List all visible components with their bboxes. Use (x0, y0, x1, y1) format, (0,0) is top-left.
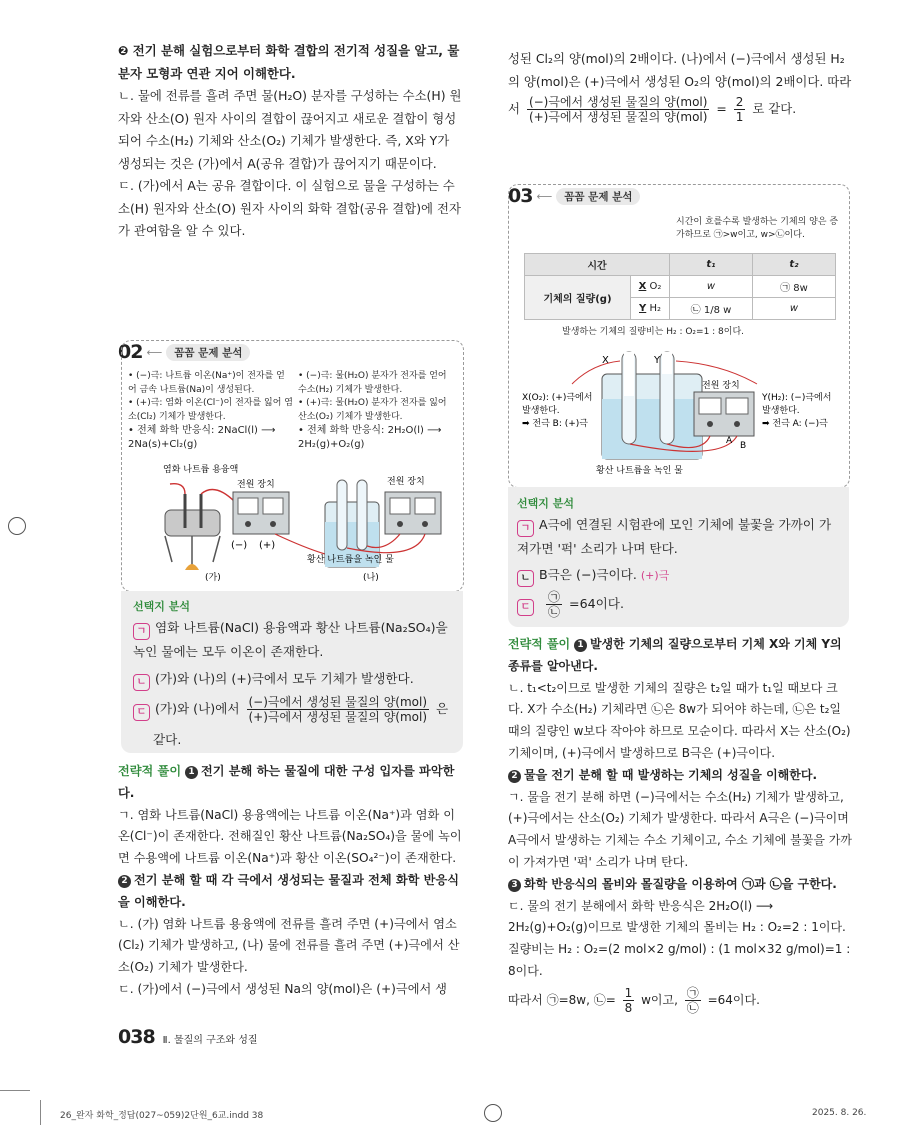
table-y-t1: ㉡ 1/8 w (670, 298, 753, 320)
strategy-title: 전략적 풀이 (118, 764, 182, 778)
q02-number: 02 (118, 341, 143, 363)
q02-notes-right (298, 370, 458, 451)
page-footer (118, 1026, 258, 1048)
frac-top: (−)극에서 생성된 물질의 양(mol) (528, 95, 708, 109)
strategy-p3: ㄷ. (가)에서 (−)극에서 생성된 Na의 양(mol)은 (+)극에서 생 (118, 981, 447, 996)
q02-choice-title: 선택지 분석 (133, 600, 190, 613)
q03-figure (512, 344, 844, 484)
choice-text-b: 은 (436, 701, 449, 716)
table-head-t2: t₂ (753, 254, 836, 276)
file-name: 26_완자 화학_정답(027~059)2단원_6교.indd 38 (60, 1111, 264, 1121)
table-row-label: 기체의 질량(g) (525, 276, 631, 320)
fig-power: 전원 장치 (702, 381, 740, 391)
cont2-eq: = (716, 101, 727, 116)
p4-c: =64이다. (707, 992, 760, 1007)
q02-tag: 꼼꼼 문제 분석 (166, 344, 250, 361)
x-label: X (638, 281, 647, 292)
label-power-2: 전원 장치 (387, 477, 425, 487)
choice-text-c: 같다. (153, 732, 182, 747)
left-strategy-step2 (118, 870, 463, 914)
table-y-t2: w (753, 298, 836, 320)
table-x-t2: ㉠ 8w (753, 276, 836, 298)
fig-x: X (602, 355, 609, 366)
table-head-t1: t₁ (670, 254, 753, 276)
arrow-icon: ⟵ (536, 189, 553, 203)
step-2-icon: 2 (118, 875, 131, 888)
frac-top: 2 (735, 95, 744, 109)
intro-point-2: ❷ 전기 분해 실험으로부터 화학 결합의 전기적 성질을 알고, 물 분자 모형과 연관 지어 이해한다. (118, 43, 460, 81)
molten-nacl-apparatus (165, 484, 325, 570)
cont2-fraction (527, 95, 710, 124)
cont2-a: 서 (508, 101, 520, 116)
registration-mark-icon (8, 517, 26, 535)
choice-text: (가)와 (나)의 (+)극에서 모두 기체가 발생한다. (155, 671, 414, 686)
x-formula: O₂ (649, 281, 662, 292)
note-left-2: • (+)극: 염화 이온(Cl⁻)이 전자를 잃어 염소(Cl₂) 기체가 발생한다. (128, 398, 293, 422)
right-strategy-step2 (508, 765, 853, 787)
choice-text: =64이다. (569, 596, 624, 611)
q03-callout-bottom: 발생하는 기체의 질량비는 H₂ : O₂=1 : 8이다. (562, 327, 745, 337)
fig-y: Y (654, 355, 661, 366)
strategy-title: 전략적 풀이 (508, 637, 571, 651)
fig-left-b: 발생한다. (522, 406, 560, 416)
q02-notes-left (128, 370, 293, 451)
strategy-p3: ㄷ. 물의 전기 분해에서 화학 반응식은 2H₂O(l) ⟶ 2H₂(g)+O₂(g)이므로 발생한 기체의 몰비는 H₂ : O₂=2 : 1이다. 질량비는 H₂ : O₂=(2 mol×2 g/mol) : (1 mol×32 g/mol)=1 : 8이다. (508, 898, 851, 978)
p4-ratio (685, 986, 701, 1015)
choice-mark: ㄴ (133, 674, 150, 691)
frac-bot: (+)극에서 생성된 물질의 양(mol) (248, 710, 428, 724)
label-water: 황산 나트륨을 녹인 물 (307, 555, 394, 565)
q03-tag: 꼼꼼 문제 분석 (556, 188, 640, 205)
table-x-label (630, 276, 669, 298)
p4-fraction (623, 986, 635, 1015)
fig-left-c: ➡ 전극 B: (+)극 (522, 419, 588, 429)
frac-bot: 8 (624, 1000, 633, 1015)
note-right-3: • 전체 화학 반응식: 2H₂O(l) ⟶ 2H₂(g)+O₂(g) (298, 425, 442, 450)
strategy-p2: ㄴ. (가) 염화 나트륨 용융액에 전류를 흘려 주면 (+)극에서 염소(Cl₂) 기체가 발생하고, (나) 물에 전류를 흘려 주면 (+)극에서 산소(O₂) 기체가 발생한다. (118, 916, 460, 975)
registration-mark-icon (484, 1104, 502, 1122)
choice-mark: ㄷ (517, 599, 534, 616)
q02-choice-3 (133, 695, 455, 751)
right-cont-2 (508, 95, 853, 124)
cont2-b: 로 같다. (752, 101, 797, 116)
step-1-icon: 1 (185, 766, 198, 779)
choice-fix: (+)극 (640, 569, 670, 582)
step-2-icon: 2 (508, 770, 521, 783)
fig-b: B (740, 441, 747, 451)
q02-choice-1 (133, 616, 455, 663)
left-intro (118, 40, 463, 243)
choice-mark: ㄷ (133, 704, 150, 721)
table-x-t1: w (670, 276, 753, 298)
table-head-time: 시간 (525, 254, 670, 276)
water-electrolysis-apparatus (325, 480, 441, 567)
left-strategy-step1 (118, 761, 463, 805)
q03-choice-1 (517, 513, 843, 560)
intro-explain-c: ㄷ. (가)에서 A는 공유 결합이다. 이 실험으로 물을 구성하는 수소(H) 원자와 산소(O) 원자 사이의 화학 결합(공유 결합)에 전자가 관여함을 알 수 있다. (118, 178, 461, 238)
right-strategy-step3 (508, 874, 853, 896)
section-title: Ⅱ. 물질의 구조와 성질 (162, 1035, 258, 1046)
fig-left-a: X(O₂): (+)극에서 (522, 393, 593, 403)
fig-water: 황산 나트륨을 녹인 물 (596, 466, 683, 476)
y-formula: H₂ (649, 303, 661, 314)
q03-choice-3 (517, 590, 843, 619)
fig-a: A (726, 436, 733, 446)
label-minus: (−) (231, 540, 248, 551)
arrow-icon: ⟵ (146, 345, 163, 359)
frac-bot: ㉡ (548, 605, 561, 619)
choice-text: 염화 나트륨(NaCl) 용융액과 황산 나트륨(Na₂SO₄)을 녹인 물에는 모두 이온이 존재한다. (133, 620, 448, 659)
q02-choice-2 (133, 667, 455, 691)
note-right-2: • (+)극: 물(H₂O) 분자가 전자를 잃어 산소(O₂) 기체가 발생한다. (298, 398, 447, 422)
right-continuation (508, 48, 853, 124)
q03-callout-top: 시간이 흐를수록 발생하는 기체의 양은 증가하므로 ㉠>w이고, w>㉡이다. (676, 217, 839, 240)
frac-top: ㉠ (686, 985, 699, 1000)
choice-mark: ㄱ (133, 623, 150, 640)
label-molten: 염화 나트륨 용융액 (163, 465, 239, 475)
q03-choices (517, 495, 843, 619)
strategy-p1: ㄴ. t₁<t₂이므로 발생한 기체의 질량은 t₂일 때가 t₁일 때보다 크다. X가 수소(H₂) 기체라면 ㉡은 8w가 되어야 하는데, ㉡은 t₂일 때의 질량인 w보다 작아야 하므로 모순이다. 따라서 X는 산소(O₂) 기체이며, (+)극에서 발생하므로 B극은 (+)극이다. (508, 680, 851, 760)
right-cont-1: 성된 Cl₂의 양(mol)의 2배이다. (나)에서 (−)극에서 생성된 H₂의 양(mol)은 (+)극에서 생성된 O₂의 양(mol)의 2배이다. 따라 (508, 51, 852, 89)
strategy-s2: 물을 전기 분해 할 때 발생하는 기체의 성질을 이해한다. (524, 767, 818, 782)
p4-a: 따라서 ㉠=8w, ㉡= (508, 992, 616, 1007)
q02-choices (133, 598, 455, 751)
q03-number: 03 (508, 185, 533, 207)
q03-choice-2 (517, 563, 843, 587)
frac-bot: (+)극에서 생성된 물질의 양(mol) (528, 110, 708, 124)
step-3-icon: 3 (508, 879, 521, 892)
left-strategy (118, 761, 463, 1001)
choice-mark: ㄱ (517, 520, 534, 537)
fig-right-b: 발생한다. (762, 406, 800, 416)
label-power-1: 전원 장치 (237, 480, 275, 490)
choice-text-a: (가)와 (나)에서 (155, 701, 240, 716)
strategy-s1: 전기 분해 하는 물질에 대한 구성 입자를 파악한다. (118, 764, 455, 800)
frac-top: 1 (624, 985, 633, 1000)
q03-mass-table (524, 253, 836, 320)
right-strategy (508, 634, 853, 1015)
y-label: Y (639, 303, 647, 314)
q02-figure (125, 462, 460, 584)
strategy-p2: ㄱ. 물을 전기 분해 하면 (−)극에서는 수소(H₂) 기체가 발생하고, (+)극에서는 산소(O₂) 기체가 발생한다. 따라서 A극은 (−)극이며 A극에서 발생하는 기체는 수소 기체이고, 수소 기체에 불꽃을 가까이 가져가면 '퍽' 소리가 나며 탄다. (508, 789, 852, 869)
frac-bot: ㉡ (686, 1000, 699, 1015)
right-strategy-step1 (508, 634, 853, 678)
table-y-label (630, 298, 669, 320)
choice-mark-crossed: ㄴ (517, 570, 534, 587)
label-na: (나) (363, 573, 379, 583)
choice-ratio (546, 590, 562, 619)
frac-top: ㉠ (548, 590, 561, 604)
strategy-p4 (508, 986, 853, 1015)
strategy-p1: ㄱ. 염화 나트륨(NaCl) 용융액에는 나트륨 이온(Na⁺)과 염화 이온(Cl⁻)이 존재한다. 전해질인 황산 나트륨(Na₂SO₄)을 물에 녹이면 수용액에 나트륨 이온(Na⁺)과 황산 이온(SO₄²⁻)이 존재한다. (118, 807, 462, 866)
note-right-1: • (−)극: 물(H₂O) 분자가 전자를 얻어 수소(H₂) 기체가 발생한다. (298, 371, 447, 395)
strategy-s3: 화학 반응식의 몰비와 몰질량을 이용하여 ㉠과 ㉡을 구한다. (524, 876, 837, 891)
print-date: 2025. 8. 26. (812, 1108, 867, 1118)
step-1-icon: 1 (574, 639, 587, 652)
fig-right-a: Y(H₂): (−)극에서 (762, 393, 832, 403)
note-left-1: • (−)극: 나트륨 이온(Na⁺)이 전자를 얻어 금속 나트륨(Na)이 생성된다. (128, 371, 285, 395)
fig-right-c: ➡ 전극 A: (−)극 (762, 419, 828, 429)
label-plus: (+) (259, 540, 276, 551)
strategy-s2: 전기 분해 할 때 각 극에서 생성되는 물질과 전체 화학 반응식을 이해한다. (118, 872, 459, 909)
p4-b: w이고, (641, 992, 678, 1007)
crop-mark (0, 1090, 30, 1091)
intro-explain-b: ㄴ. 물에 전류를 흘려 주면 물(H₂O) 분자를 구성하는 수소(H) 원자와 산소(O) 원자 사이의 결합이 끊어지고 새로운 결합이 형성되어 수소(H₂) 기체와 산소(O₂) 기체가 발생한다. 즉, X와 Y가 생성되는 것은 (가)에서 A(공유 결합)가 끊어지기 때문이다. (118, 88, 462, 171)
crop-mark (40, 1100, 41, 1125)
choice-text: B극은 (−)극이다. (539, 567, 637, 582)
q03-choice-title: 선택지 분석 (517, 497, 574, 510)
page-number: 038 (118, 1026, 155, 1048)
frac-top: (−)극에서 생성된 물질의 양(mol) (248, 695, 428, 709)
cont2-value (734, 95, 746, 124)
frac-bot: 1 (735, 110, 744, 124)
note-left-3: • 전체 화학 반응식: 2NaCl(l) ⟶ 2Na(s)+Cl₂(g) (128, 425, 276, 450)
choice-fraction (247, 695, 430, 724)
label-ga: (가) (205, 573, 221, 583)
strategy-s1: 발생한 기체의 질량으로부터 기체 X와 기체 Y의 종류를 알아낸다. (508, 637, 842, 673)
choice-text: A극에 연결된 시험관에 모인 기체에 불꽃을 가까이 가져가면 '퍽' 소리가 나며 탄다. (517, 517, 832, 556)
